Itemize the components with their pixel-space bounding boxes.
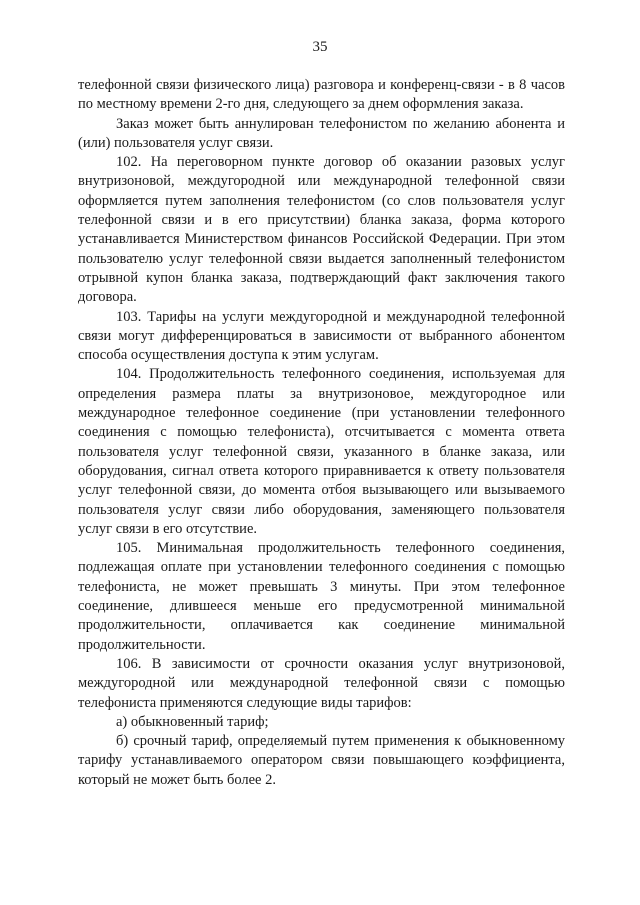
paragraph-clause-106-a: а) обыкновенный тариф;: [116, 713, 269, 730]
document-body: [78, 76, 565, 790]
paragraph-clause-106: 106. В зависимости от срочности оказания услуг внутризоновой, междугородной или международной телефонной связи с помощью телефониста применяются следующие виды тарифов:: [78, 655, 565, 711]
page-number: 35: [312, 39, 328, 55]
paragraph-clause-103: 103. Тарифы на услуги междугородной и международной телефонной связи могут дифференцироваться в зависимости от выбранного абонентом способа осуществления доступа к этим услугам.: [78, 308, 565, 364]
paragraph-order-annulment: Заказ может быть аннулирован телефонистом по желанию абонента и (или) пользователя услуг связи.: [78, 115, 565, 151]
paragraph-clause-106-b: б) срочный тариф, определяемый путем применения к обыкновенному тарифу устанавливаемого оператором связи повышающего коэффициента, который не может быть более 2.: [78, 733, 565, 788]
paragraph-clause-104: 104. Продолжительность телефонного соединения, используемая для определения размера платы за внутризоновое, междугородное или международное телефонное соединение (при установлении телефонного соединения с помощью телефониста), отсчитывается с момента ответа пользователя услуг телефонной связи, указанного в бланке заказа, или оборудования, сигнал ответа которого приравнивается к ответу пользователя услуг телефонной связи, до момента отбоя вызывающего или вызываемого пользователя услуг связи либо оборудования, заменяющего пользователя услуг связи в его отсутствие.: [78, 366, 565, 537]
paragraph-clause-105: 105. Минимальная продолжительность телефонного соединения, подлежащая оплате при установлении телефонного соединения с помощью телефониста, не может превышать 3 минуты. При этом телефонное соединение, длившееся меньше его предусмотренной минимальной продолжительности, оплачивается как соединение минимальной продолжительности.: [78, 540, 565, 653]
paragraph-clause-102: 102. На переговорном пункте договор об оказании разовых услуг внутризоновой, междугородной или международной телефонной связи оформляется путем заполнения телефонистом (со слов пользователя услуг телефонной связи и в его присутствии) бланка заказа, форма которого устанавливается Министерством финансов Российской Федерации. При этом пользователю услуг телефонной связи выдается заполненный телефонистом отрывной купон бланка заказа, подтверждающий факт заключения такого договора.: [78, 154, 565, 306]
paragraph-continuation: телефонной связи физического лица) разговора и конференц-связи - в 8 часов по местному времени 2-го дня, следующего за днем оформления заказа.: [78, 77, 565, 113]
